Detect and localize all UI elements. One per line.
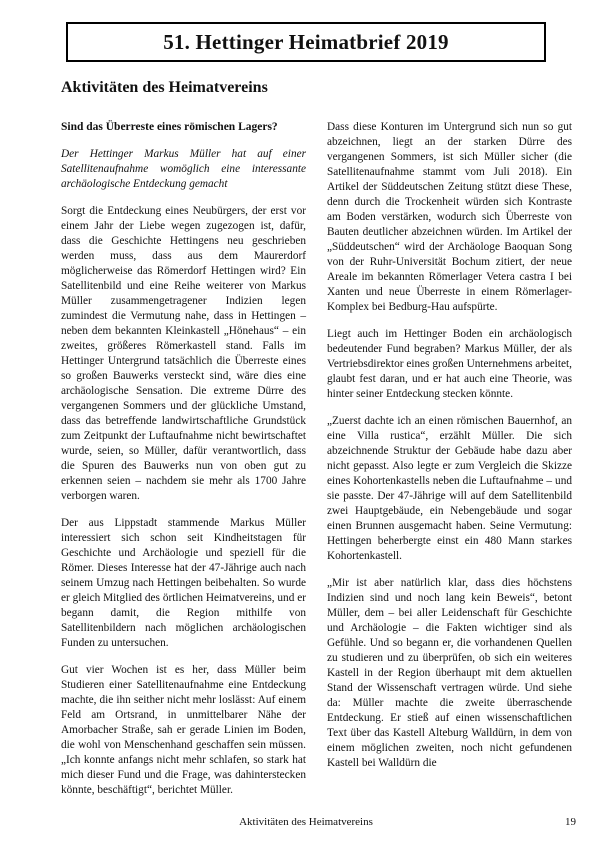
paragraph: Der aus Lippstadt stammende Markus Müller interessiert sich schon seit Kindheitstagen für Geschichte und Archäologie und speziell für die Römer. Dieses Interesse hat der 47-Jährige auch nach seinem Umzug nach Hettingen beibehalten. So wurde er gleich Mitglied des örtlichen Heimatvereins, und er begann damit, die Region mithilfe von Satellitenbildern nach möglichen archäologischen Funden zu untersuchen.: [61, 517, 306, 649]
header-box: [66, 22, 546, 62]
left-column: [61, 120, 306, 810]
paragraph: Gut vier Wochen ist es her, dass Müller beim Studieren einer Satellitenaufnahme eine Entdeckung machte, die ihn seither nicht mehr loslässt: Auf einem Feld am Ortsrand, in unmittelbarer Nähe der Amorbacher Straße, sah er gerade Linien im Boden, die wohl von Menschenhand geschaffen sein müssen. „Ich konnte anfangs nicht mehr schlafen, so stark hat mich dieser Fund und die Frage, was dahinterstecken könnte, beschäftigt“, berichtet Müller.: [61, 664, 306, 796]
paragraph: Liegt auch im Hettinger Boden ein archäologisch bedeutender Fund begraben? Markus Müller, der als Vertriebsdirektor eines großen Unternehmens arbeitet, glaubt fest daran, und er hat auch eine Theorie, was hinter seiner Entdeckung stecken könnte.: [327, 328, 572, 400]
paragraph: Sorgt die Entdeckung eines Neubürgers, der erst vor einem Jahr der Liebe wegen zugezogen ist, dafür, dass die Geschichte Hettingens neu geschrieben werden muss, dass aus dem Maurerdorf möglicherweise das Römerdorf Hettingen wird? Ein Satellitenbild und eine Reihe weiterer von Markus Müller zusammengetragener Indizien legen zumindest die Vermutung nahe, dass in Hettingen – neben dem bekannten Kleinkastell „Hönehaus“ – ein zweites, größeres Römerkastell stand. Falls im Hettinger Untergrund tatsächlich die Überreste eines so großen Bauwerks versteckt sind, wäre dies eine archäologische Sensation. Die extreme Dürre des vergangenen Sommers und der glückliche Umstand, dass das betreffende landwirtschaftliche Grundstück zum Zeitpunkt der Luftaufnahme nicht bewirtschaftet wurde, seien, so Müller, dafür verantwortlich, dass die Spuren des Bauwerks nun von oben gut zu erkennen seien – nachdem sie mehr als 1700 Jahre verborgen waren.: [61, 205, 306, 502]
footer-section-label: Aktivitäten des Heimatvereins: [239, 816, 373, 828]
section-title: Aktivitäten des Heimatvereins: [61, 79, 268, 96]
page-number: 19: [565, 816, 576, 828]
page-title: 51. Hettinger Heimatbrief 2019: [163, 29, 449, 54]
paragraph: „Mir ist aber natürlich klar, dass dies höchstens Indizien sind und noch lang kein Beweis“, betont Müller, dem – bei aller Leidenschaft für Geschichte und Archäologie – die Fakten wichtiger sind als Gefühle. Und so begann er, die vorhandenen Quellen zu studieren und zu überprüfen, ob sich ein weiteres Kastell in der Region überhaupt mit dem aktuellen Stand der Wissenschaft vertragen würde. Und siehe da: Müller machte die zweite überraschende Entdeckung. Er stieß auf einen wissenschaftlichen Text über das Kastell Alteburg Walldürn, in dem von einem möglichen zweiten, noch nicht gefundenen Kastell bei Walldürn die: [327, 577, 572, 769]
article-title: Sind das Überreste eines römischen Lagers?: [61, 121, 278, 133]
paragraph: Dass diese Konturen im Untergrund sich nun so gut abzeichnen, liegt an der starken Dürre des vergangenen Sommers, ist sich Müller sicher (die Satellitenaufnahme stammt vom Juli 2018). Ein Artikel der Süddeutschen Zeitung stützt diese These, denn durch die Trockenheit würden sich Kontraste am Boden verstärken, wodurch sich Überreste von Bauten deutlicher abzeichnen würden. Im Artikel der „Süddeutschen“ wird der Archäologe Baoquan Song von der Ruhr-Universität Bochum zitiert, der neue Areale im bekannten Römerlager Vetera castra I bei Xanten und neue Überreste in einem Römerlager-Komplex bei Bedburg-Hau aufspürte.: [327, 121, 572, 313]
right-column: [327, 120, 572, 783]
paragraph: „Zuerst dachte ich an einen römischen Bauernhof, an eine Villa rustica“, erzählt Müller. Die sich abzeichnende Struktur der Gebäude habe dazu aber nicht gepasst. Also legte er zum Vergleich die Skizze eines Kohortenkastells neben die Luftaufnahme – und sie passte. Der 47-Jährige will auf dem Satellitenbild zwei Hauptgebäude, ein Nebengebäude und sogar einen Brunnen ausgemacht haben. Seine Vermutung: Hettingen beherbergte einst ein 480 Mann starkes Kohortenkastell.: [327, 415, 572, 562]
article-lead: Der Hettinger Markus Müller hat auf einer Satellitenaufnahme womöglich eine interessante archäologische Entdeckung gemacht: [61, 148, 306, 190]
